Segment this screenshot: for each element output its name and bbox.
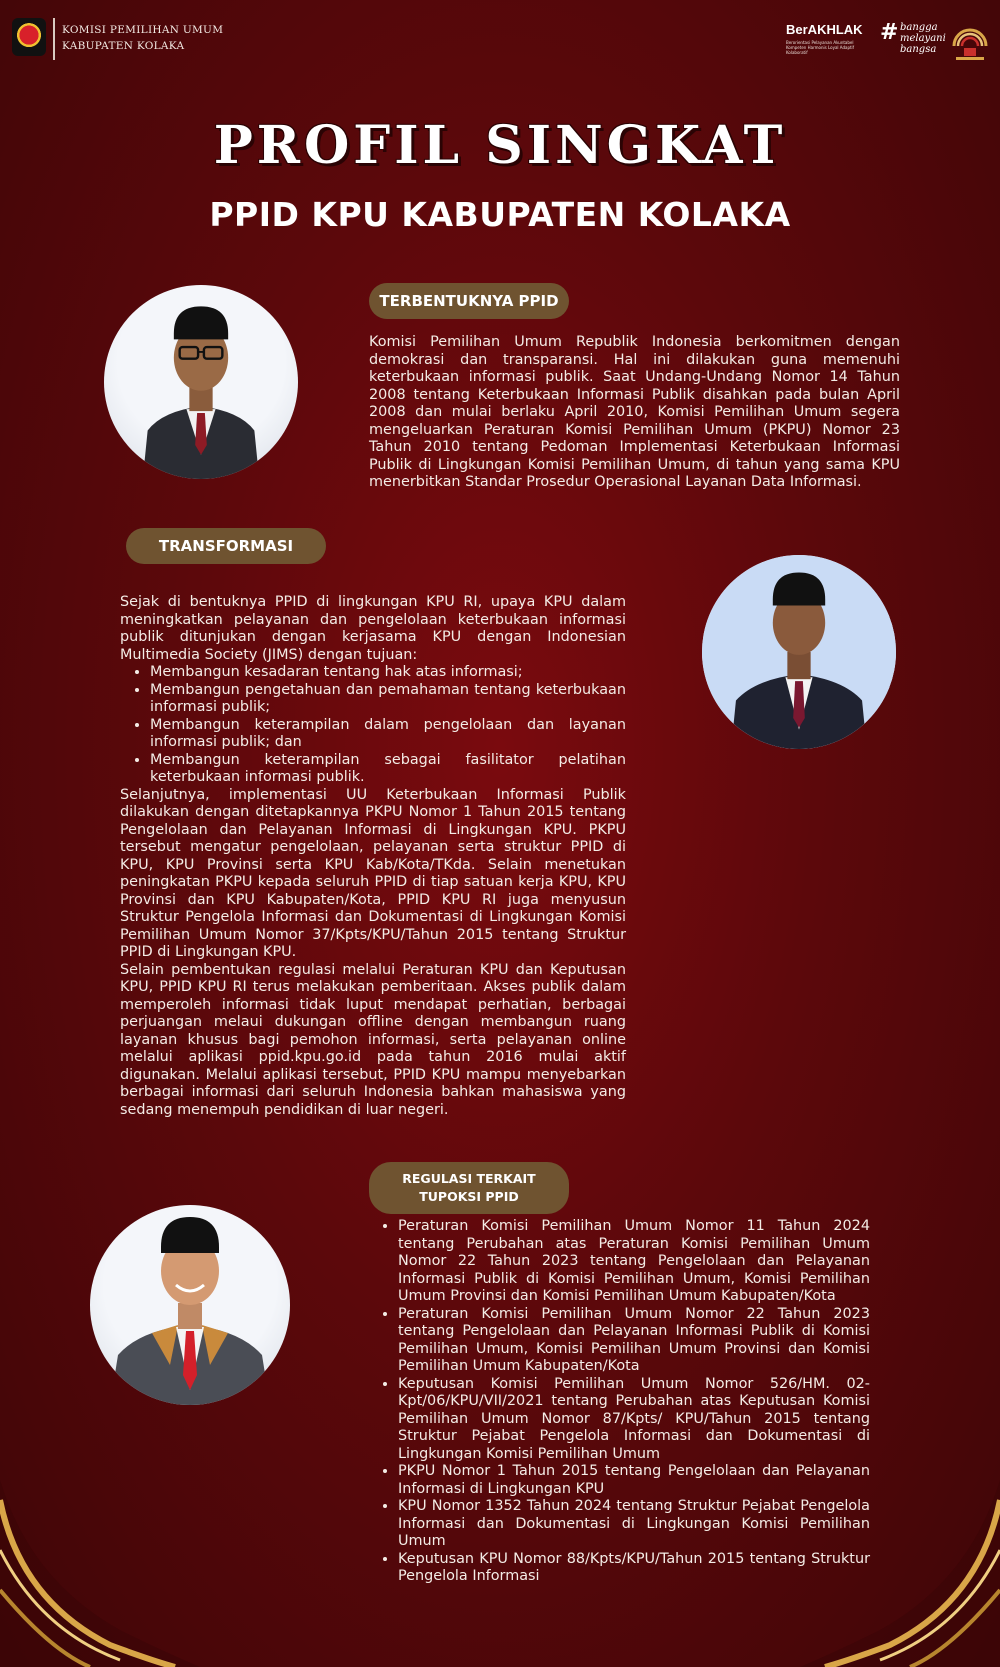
list-item: • Membangun kesadaran tentang hak atas informasi; (150, 664, 626, 682)
section-text-terbentuknya: Komisi Pemilihan Umum Republik Indonesia berkomitmen dengan demokrasi dan transparansi. Hal ini dilakukan guna memenuhi keterbukaan informasi publik. Saat Undang-Undang Nomor 14 Tahun 2008 tentang Keterbukaan Informasi Publik disahkan pada bulan April 2008 dan mulai berlaku April 2010, Komisi Pemilihan Umum segera mengeluarkan Peraturan Komisi Pemilihan Umum (PKPU) Nomor 23 Tahun 2010 tentang Pedoman Implementasi Keterbukaan Informasi Publik di Lingkungan Komisi Pemilihan Umum, di tahun yang sama KPU menerbitkan Standar Prosedur Operasional Layanan Data Informasi. (369, 334, 900, 490)
list-item: • PKPU Nomor 1 Tahun 2015 tentang Pengelolaan dan Pelayanan Informasi di Lingkungan KPU (398, 1463, 870, 1498)
bangga-melayani-bangsa-icon: bangga melayani bangsa (900, 22, 946, 55)
transformasi-list (120, 664, 626, 787)
section-label-regulasi (369, 1162, 569, 1214)
berakhlak-logo-icon: BerAKHLAK (786, 22, 863, 37)
regulasi-list (380, 1218, 870, 1586)
transformasi-para3: Selain pembentukan regulasi melalui Peraturan KPU dan Keputusan KPU, PPID KPU RI terus melakukan pemberitaan. Akses publik dalam memperoleh informasi tidak luput mendapat perhatian, berbagai perjuangan melaui dukungan offline dengan membangun ruang layanan khusus bagi pemohon informasi, serta pelayanan online melalui aplikasi ppid.kpu.go.id pada tahun 2016 mulai aktif digunakan. Melalui aplikasi tersebut, PPID KPU mampu menyebarkan berbagai informasi dari seluruh Indonesia bahkan mahasiswa yang sedang menempuh pendidikan di luar negeri. (120, 961, 626, 1118)
section-text-regulasi (380, 1218, 870, 1586)
list-item: • Membangun keterampilan dalam pengelolaan dan layanan informasi publik; dan (150, 717, 626, 752)
transformasi-para2: Selanjutnya, implementasi UU Keterbukaan Informasi Publik dilakukan dengan ditetapkannya PKPU Nomor 1 Tahun 2015 tentang Pengelolaan dan Pelayanan Informasi di Lingkungan KPU. PKPU tersebut mengatur pengelolaan, pelayanan serta struktur PPID di KPU, KPU Provinsi serta KPU Kab/Kota/TKda. Selain menetukan peningkatan PKPU kepada seluruh PPID di tiap satuan kerja KPU, KPU Provinsi dan KPU Kabupaten/Kota, PPID KPU RI juga menyusun Struktur Pengelola Informasi dan Dokumentasi di Lingkungan Komisi Pemilihan Umum Nomor 37/Kpts/KPU/Tahun 2015 tentang Struktur PPID di Lingkungan KPU. (120, 786, 626, 960)
list-item: • Membangun keterampilan sebagai fasilitator pelatihan keterbukaan informasi publik. (150, 752, 626, 787)
list-item: • Peraturan Komisi Pemilihan Umum Nomor 22 Tahun 2023 tentang Pengelolaan dan Pelayanan Informasi Publik di Komisi Pemilihan Umum, Komisi Pemilihan Umum Provinsi dan Komisi Pemilihan Umum Kabupaten/Kota (398, 1306, 870, 1376)
kpu-logo-icon (12, 18, 46, 56)
gold-swirl-ornament-right (800, 1460, 1000, 1667)
section-label-terbentuknya: TERBENTUKNYA PPID (369, 283, 569, 319)
gold-swirl-ornament-left (0, 1460, 200, 1667)
section-label-transformasi: TRANSFORMASI (126, 528, 326, 564)
list-item: • Peraturan Komisi Pemilihan Umum Nomor 11 Tahun 2024 tentang Perubahan atas Peraturan Komisi Pemilihan Umum Nomor 22 Tahun 2023 tentang Pengelolaan dan Pelayanan Informasi Publik di Komisi Pemilihan Umum, Komisi Pemilihan Umum Provinsi dan Komisi Pemilihan Umum Kabupaten/Kota (398, 1218, 870, 1306)
regulasi-label-line2: TUPOKSI PPID (419, 1189, 519, 1204)
list-item: • Membangun pengetahuan dan pemahaman tentang keterbukaan informasi publik; (150, 682, 626, 717)
transformasi-intro: Sejak di bentuknya PPID di lingkungan KPU RI, upaya KPU dalam meningkatkan pelayanan dan pengelolaan keterbukaan informasi publik ditunjukan dengan kerjasama KPU dengan Indonesian Multimedia Society (JIMS) dengan tujuan: (120, 594, 626, 663)
profile-photo-3 (90, 1205, 290, 1405)
section-text-transformasi (120, 594, 626, 1119)
org-name-line1: KOMISI PEMILIHAN UMUM (62, 24, 224, 36)
page-subtitle: PPID KPU KABUPATEN KOLAKA (209, 195, 791, 234)
header-divider (53, 18, 55, 60)
pemilu-emblem-icon (950, 16, 990, 62)
regulasi-label-line1: REGULASI TERKAIT (402, 1171, 536, 1186)
page-title: PROFIL SINGKAT (213, 115, 787, 176)
list-item: • KPU Nomor 1352 Tahun 2024 tentang Struktur Pejabat Pengelola Informasi dan Dokumentasi di Lingkungan Komisi Pemilihan Umum (398, 1498, 870, 1551)
berakhlak-tagline: Berorientasi Pelayanan Akuntabel Kompeten Harmonis Loyal Adaptif Kolaboratif (786, 40, 855, 55)
profile-photo-2 (702, 555, 896, 749)
list-item: • Keputusan Komisi Pemilihan Umum Nomor 526/HM. 02-Kpt/06/KPU/VII/2021 tentang Perubahan atas Keputusan Komisi Pemilihan Umum Nomor 87/Kpts/ KPU/Tahun 2015 tentang Struktur Pejabat Pengelola Informasi dan Dokumentasi di Lingkungan Komisi Pemilihan Umum (398, 1376, 870, 1464)
org-name-line2: KABUPATEN KOLAKA (62, 40, 185, 52)
hashtag-icon: # (880, 20, 899, 45)
list-item: • Keputusan KPU Nomor 88/Kpts/KPU/Tahun 2015 tentang Struktur Pengelola Informasi (398, 1551, 870, 1586)
profile-photo-1 (104, 285, 298, 479)
